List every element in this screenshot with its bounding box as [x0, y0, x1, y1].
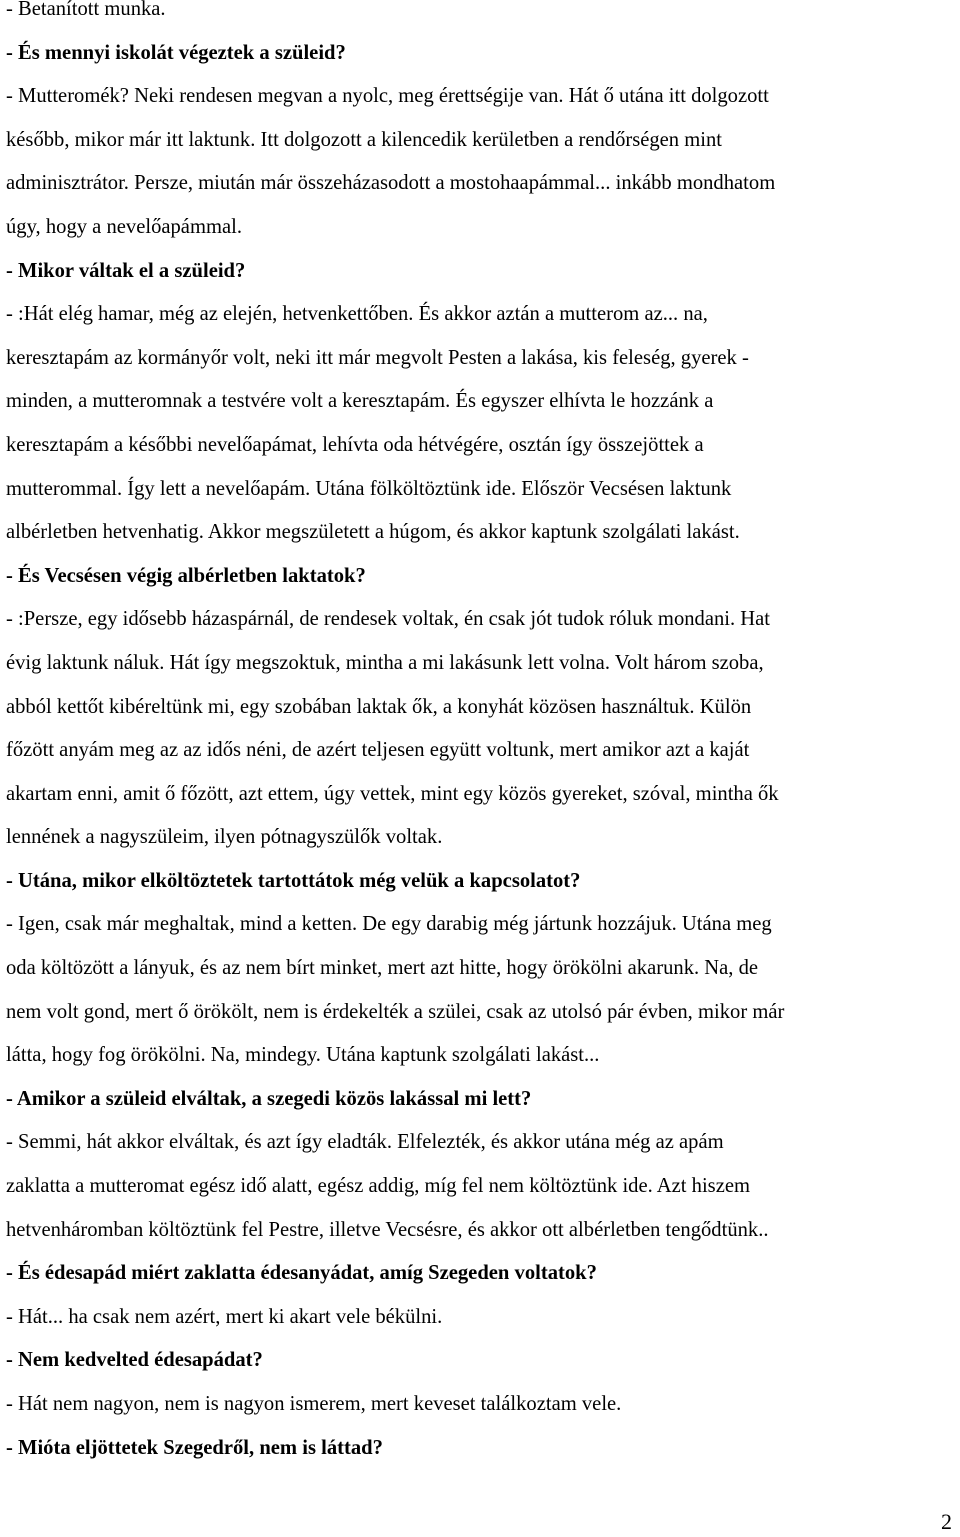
- text-line: nem volt gond, mert ő örökölt, nem is érdekelték a szülei, csak az utolsó pár évben, mikor már: [6, 1000, 785, 1023]
- text-line: minden, a mutteromnak a testvére volt a keresztapám. És egyszer elhívta le hozzánk a: [6, 390, 714, 413]
- text-line: - Hát... ha csak nem azért, mert ki akart vele békülni.: [6, 1305, 443, 1328]
- text-line: albérletben hetvenhatig. Akkor megszületett a húgom, és akkor kaptunk szolgálati lakást.: [6, 521, 740, 544]
- text-line: - Hát nem nagyon, nem is nagyon ismerem, mert keveset találkoztam vele.: [6, 1393, 622, 1415]
- question-line: - És mennyi iskolát végeztek a szüleid?: [6, 41, 346, 64]
- question-line: - És édesapád miért zaklatta édesanyádat, amíg Szegeden voltatok?: [6, 1262, 597, 1285]
- text-line: - Mutteromék? Neki rendesen megvan a nyolc, meg érettségije van. Hát ő utána itt dolgozott: [6, 85, 769, 108]
- text-line: mutterommal. Így lett a nevelőapám. Utána fölköltöztünk ide. Először Vecsésen laktunk: [6, 477, 732, 500]
- text-line: később, mikor már itt laktunk. Itt dolgozott a kilencedik kerületben a rendőrségen mint: [6, 128, 723, 151]
- text-line: - Semmi, hát akkor elváltak, és azt így eladták. Elfelezték, és akkor utána még az apám: [6, 1131, 724, 1154]
- text-line: akartam enni, amit ő főzött, azt ettem, úgy vettek, mint egy közös gyereket, szóval, mintha ők: [6, 782, 779, 805]
- text-line: lennének a nagyszüleim, ilyen pótnagyszülők voltak.: [6, 826, 443, 849]
- question-line: - Amikor a szüleid elváltak, a szegedi közös lakással mi lett?: [6, 1087, 532, 1110]
- question-line: - Utána, mikor elköltöztetek tartottátok még velük a kapcsolatot?: [6, 869, 581, 892]
- text-line: évig laktunk náluk. Hát így megszoktuk, mintha a mi lakásunk lett volna. Volt három szoba,: [6, 651, 764, 674]
- text-line: abból kettőt kibéreltünk mi, egy szobában laktak ők, a konyhát közösen használtuk. Külön: [6, 695, 752, 718]
- text-line: - Betanított munka.: [6, 0, 166, 20]
- question-line: - Mióta eljöttetek Szegedről, nem is láttad?: [6, 1436, 383, 1459]
- text-line: - :Persze, egy idősebb házaspárnál, de rendesek voltak, én csak jót tudok róluk mondani. Hat: [6, 608, 771, 631]
- question-line: - Mikor váltak el a szüleid?: [6, 259, 246, 282]
- text-line: zaklatta a mutteromat egész idő alatt, egész addig, míg fel nem költöztünk ide. Azt hiszem: [6, 1175, 750, 1198]
- text-line: - :Hát elég hamar, még az elején, hetvenkettőben. És akkor aztán a mutterom az... na,: [6, 303, 708, 326]
- document-page: [6, 0, 956, 1470]
- question-line: - És Vecsésen végig albérletben laktatok?: [6, 564, 366, 587]
- text-line: úgy, hogy a nevelőapámmal.: [6, 215, 242, 238]
- text-line: keresztapám az kormányőr volt, neki itt már megvolt Pesten a lakása, kis feleség, gyerek -: [6, 346, 749, 369]
- text-line: látta, hogy fog örökölni. Na, mindegy. Utána kaptunk szolgálati lakást...: [6, 1044, 600, 1067]
- page-number: 2: [941, 1509, 952, 1534]
- text-line: - Igen, csak már meghaltak, mind a ketten. De egy darabig még jártunk hozzájuk. Utána meg: [6, 913, 772, 936]
- text-line: oda költözött a lányuk, és az nem bírt minket, mert azt hitte, hogy örökölni akarunk. Na, de: [6, 957, 759, 980]
- question-line: - Nem kedvelted édesapádat?: [6, 1349, 263, 1372]
- text-line: főzött anyám meg az az idős néni, de azért teljesen együtt voltunk, mert amikor azt a kaját: [6, 739, 750, 762]
- text-line: hetvenháromban költöztünk fel Pestre, illetve Vecsésre, és akkor ott albérletben tengődtünk..: [6, 1218, 769, 1241]
- text-line: adminisztrátor. Persze, miután már összeházasodott a mostohaapámmal... inkább mondhatom: [6, 172, 776, 195]
- text-line: keresztapám a későbbi nevelőapámat, lehívta oda hétvégére, osztán így összejöttek a: [6, 433, 704, 456]
